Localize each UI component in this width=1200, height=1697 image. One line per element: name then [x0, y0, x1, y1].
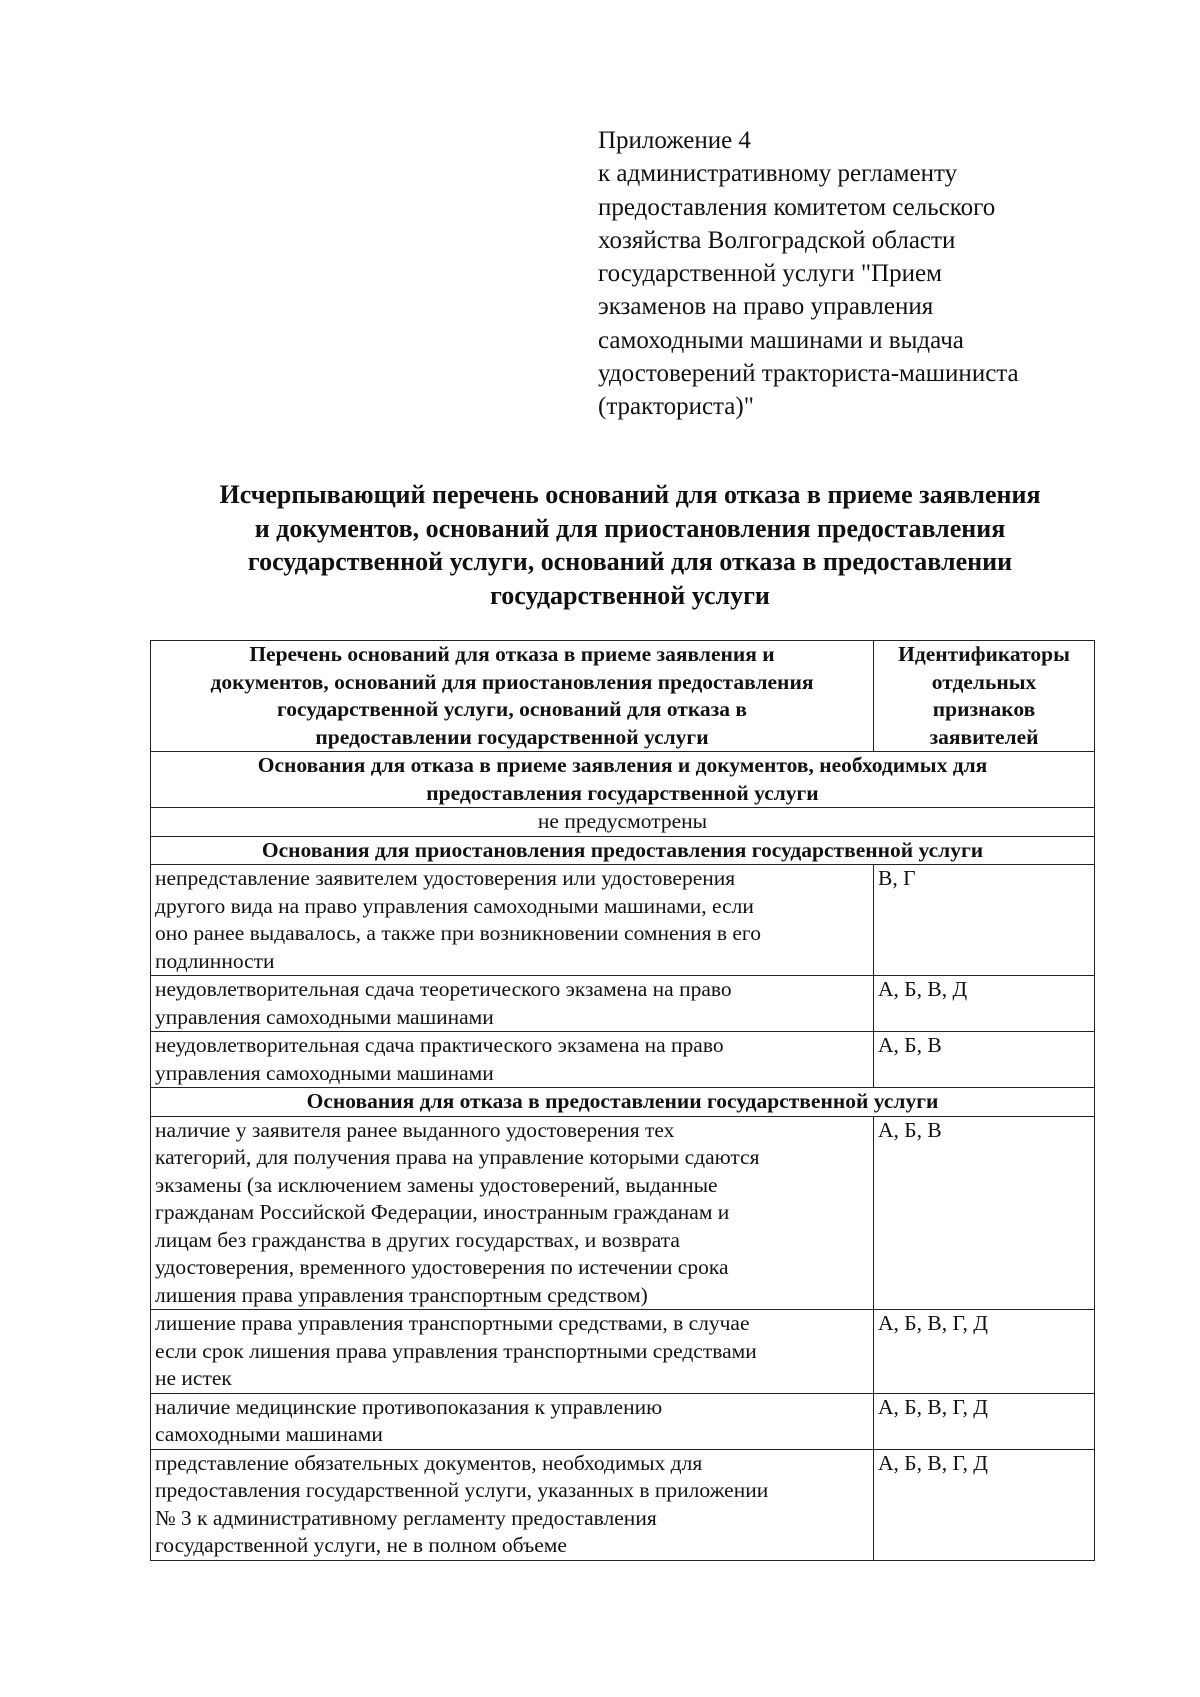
ground-text: представление обязательных документов, необходимых для предоставления государственной услуги, указанных в приложении № 3 к административному регламенту предоставления государственной услуги, не в полном объеме [151, 1449, 874, 1560]
header-grounds: Перечень оснований для отказа в приеме заявления и документов, оснований для приостановления предоставления государственной услуги, оснований для отказа в предоставлении государственной услуги [151, 641, 874, 752]
applicant-identifiers: А, Б, В, Г, Д [874, 1310, 1095, 1394]
applicant-identifiers: А, Б, В, Д [874, 976, 1095, 1032]
table-header-row [151, 641, 1095, 752]
document-title: Исчерпывающий перечень оснований для отказа в приеме заявления и документов, оснований для приостановления предоставления государственной услуги, оснований для отказа в предоставлении государственной услуги [219, 480, 1041, 610]
table-row [151, 1393, 1095, 1449]
table-row [151, 1116, 1095, 1310]
applicant-identifiers: А, Б, В [874, 1116, 1095, 1310]
section-heading-row [151, 752, 1095, 808]
table-row [151, 976, 1095, 1032]
ground-text: неудовлетворительная сдача практического экзамена на право управления самоходными машинами [151, 1032, 874, 1088]
header-identifiers: Идентификаторы отдельных признаков заявителей [874, 641, 1095, 752]
table-row [151, 1310, 1095, 1394]
appendix-block: Приложение 4 к административному регламенту предоставления комитетом сельского хозяйства Волгоградской области государственной услуги "Прием экзаменов на право управления самоходными машинами и выдача удостоверений тракториста-машиниста (тракториста)" [598, 127, 1019, 421]
applicant-identifiers: А, Б, В, Г, Д [874, 1449, 1095, 1560]
not-provided-note: не предусмотрены [151, 808, 1095, 837]
table-row [151, 1449, 1095, 1560]
section-heading-row [151, 836, 1095, 865]
table-row [151, 865, 1095, 976]
applicant-identifiers: А, Б, В [874, 1032, 1095, 1088]
ground-text: неудовлетворительная сдача теоретического экзамена на право управления самоходными машинами [151, 976, 874, 1032]
applicant-identifiers: А, Б, В, Г, Д [874, 1393, 1095, 1449]
ground-text: наличие медицинские противопоказания к управлению самоходными машинами [151, 1393, 874, 1449]
ground-text: лишение права управления транспортными средствами, в случае если срок лишения права управления транспортными средствами не истек [151, 1310, 874, 1394]
section-heading-suspension: Основания для приостановления предоставления государственной услуги [151, 836, 1095, 865]
table-row [151, 1032, 1095, 1088]
applicant-identifiers: В, Г [874, 865, 1095, 976]
ground-text: непредставление заявителем удостоверения или удостоверения другого вида на право управления самоходными машинами, если оно ранее выдавалось, а также при возникновении сомнения в его подлинности [151, 865, 874, 976]
section-heading-refusal-service: Основания для отказа в предоставлении государственной услуги [151, 1088, 1095, 1117]
table-row [151, 808, 1095, 837]
grounds-table [150, 640, 1095, 1561]
section-heading-refusal-acceptance: Основания для отказа в приеме заявления и документов, необходимых для предоставления государственной услуги [151, 752, 1095, 808]
ground-text: наличие у заявителя ранее выданного удостоверения тех категорий, для получения права на управление которыми сдаются экзамены (за исключением замены удостоверений, выданные гражданам Российской Федерации, иностранным гражданам и лицам без гражданства в других государствах, и возврата удостоверения, временного удостоверения по истечении срока лишения права управления транспортным средством) [151, 1116, 874, 1310]
section-heading-row [151, 1088, 1095, 1117]
